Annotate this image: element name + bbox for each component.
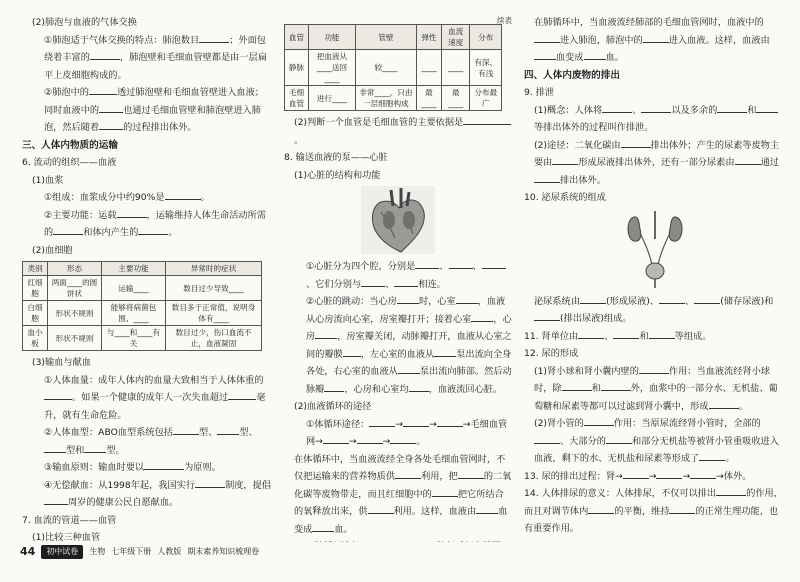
col3b-line [524,293,786,328]
table-header-cell: 管壁 [355,25,416,50]
table-cell: 形状不规则 [48,326,102,351]
table-cell: 非常____，只由一层细胞构成 [355,86,416,111]
table-cell: 较____ [355,50,416,86]
text-run: ，运输维持人体生命活动所需的 [44,209,266,238]
fill-blank[interactable] [623,468,649,479]
text-run [306,541,369,542]
text-run: (2)判断一个血管是毛细血管的主要依据是 [294,117,464,128]
col2b-line [284,293,512,398]
table-cell: 进行____ [308,86,355,111]
table-header-cell: 血流速度 [442,25,470,50]
text-run: (2)肺泡与血液的气体交换 [32,17,137,28]
text-run: 周岁的健康公民自愿献血。 [68,497,179,508]
table-cell: 血小板 [23,326,48,351]
table-header-cell: 功能 [308,25,355,50]
fill-blank[interactable] [580,293,606,304]
text-run: 等排出体外的过程叫作排泄。 [534,122,654,133]
fill-blank[interactable] [699,450,725,461]
text-run: 7. 血流的管道——血管 [22,514,117,526]
table-header-cell: 血管 [285,25,309,50]
text-run: 四、人体内废物的排出 [524,69,620,81]
text-run: 毫升，就有生命危险。 [44,392,266,421]
text-run: 型和 [66,444,85,456]
col1b-line [22,354,272,372]
text-run: →体外。 [716,470,752,482]
table-cell: 运输____ [101,276,165,301]
text-run: 、 [472,261,482,272]
fill-blank[interactable] [323,433,349,444]
fill-blank[interactable] [756,102,778,113]
footer-tag: 初中试卷 [41,545,83,559]
text-run: ①组成：血浆成分中约90%是 [44,192,165,203]
text-run: 通过 [760,157,779,168]
text-run: 。如果一个健康的成年人一次失血超过 [72,392,229,403]
fill-blank[interactable] [165,189,201,200]
text-run: 制度，提倡 [225,479,271,491]
text-run: 排出体外；产生的尿素等废物主要由 [534,139,780,168]
column-middle [284,14,512,542]
text-run: 为原则。 [184,462,221,473]
col1b-line [22,459,272,477]
fill-blank[interactable] [613,328,639,339]
fill-blank[interactable] [562,380,592,391]
text-run: (1)血浆 [32,174,64,186]
text-run: 泵出流向全身各处，右心室的血液从 [306,348,512,377]
fill-blank[interactable] [395,468,421,479]
text-run: 、 [685,295,695,307]
fill-blank[interactable] [735,154,761,165]
col1-line [22,154,272,172]
text-run: 、大部分的 [560,435,606,447]
text-run: 利用。这样，血液由 [393,506,477,517]
fill-blank[interactable] [437,416,463,427]
col2b-line [284,451,512,539]
text-run: (2)途径：二氧化碳由 [534,139,621,151]
text-run: → [348,436,357,447]
table-row [285,86,502,111]
table-cell: 形状不规则 [48,301,102,326]
text-run: 和部分无机盐等被肾小管重吸收进入血液，剩下的水、无机盐和尿素等形成了 [534,435,779,464]
col3-line [524,102,786,137]
col1-line [22,84,272,137]
fill-blank[interactable] [173,424,199,435]
fill-blank[interactable] [482,258,506,269]
col2b-line [284,258,512,293]
text-run: 、 [604,330,614,342]
col3-line [524,14,786,67]
fill-blank[interactable] [471,311,493,322]
col1-line [22,14,272,32]
text-run: 、它们分别与 [306,278,362,290]
text-run: ③输血原则：输血时要以 [44,462,145,473]
fill-blank[interactable] [709,398,739,409]
footer-series: 期末素养知识梳理卷 [187,547,260,556]
text-run: 和体内产生的 [83,227,139,238]
continued-label: 续表 [497,16,512,25]
text-run: 12. 尿的形成 [524,348,579,359]
fill-blank[interactable] [409,381,429,392]
fill-blank[interactable] [415,258,439,269]
text-run: 、 [385,278,395,290]
fill-blank[interactable] [694,293,720,304]
fill-blank[interactable] [716,485,746,496]
fill-blank[interactable] [534,310,560,321]
table-cell: 有深、有浅 [470,50,502,86]
table-header-cell: 主要功能 [101,262,165,276]
table-cell: 与____和____有关 [101,326,165,351]
text-run: → [395,418,404,430]
text-run: ①体循环途径： [306,418,370,430]
fill-blank[interactable] [217,424,239,435]
fill-blank[interactable] [639,363,669,374]
text-run: (2)血细胞 [32,244,73,256]
table-cell: 白细胞 [23,301,48,326]
fill-blank[interactable] [602,102,632,113]
text-run: 时，心室 [418,296,456,307]
table-row [23,301,262,326]
text-run [395,541,403,542]
fill-blank[interactable] [656,468,682,479]
text-run: ①肺泡适于气体交换的特点：肺泡数目 [44,34,200,46]
table-row [285,50,502,86]
fill-blank[interactable] [199,32,229,43]
col3b-line [524,415,786,468]
text-run: 在体循环中，当血液流经全身各处毛细血管网时，不仅把运输来的营养物质供 [294,453,506,482]
text-run: 血变成 [294,506,508,535]
fill-blank[interactable] [432,486,458,497]
table-cell: 毛细血管 [285,86,309,111]
fill-blank[interactable] [228,389,256,400]
text-run: 利用，把 [421,471,458,482]
text-run: 10. 泌尿系统的组成 [524,192,606,203]
col3-line [524,84,786,102]
fill-blank[interactable] [144,459,184,470]
footer-grade: 七年级下册 [111,547,152,556]
fill-blank[interactable] [369,538,395,542]
text-run: 的作用，而且对调节体内 [524,488,783,517]
col1b-line [22,529,272,542]
col2-line [284,149,512,167]
fill-blank[interactable] [552,154,578,165]
text-run: ②心脏的跳动：当心房 [306,296,397,307]
fill-blank[interactable] [89,84,117,95]
text-run: ，心房和心室均 [344,383,409,395]
text-run: 的过程排出体外。 [123,122,197,133]
text-run: ①人体血量：成年人体内的血量大致相当于人体体重的 [44,374,264,386]
col3-line [524,67,786,85]
fill-blank[interactable] [584,415,614,426]
fill-blank[interactable] [44,494,68,505]
fill-blank[interactable] [397,293,419,304]
fill-blank[interactable] [434,346,456,357]
fill-blank[interactable] [90,49,120,60]
text-run: 14. 人体排尿的意义：人体排尿，不仅可以排出 [524,488,717,499]
fill-blank[interactable] [138,224,168,235]
fill-blank[interactable] [584,49,606,60]
text-run: 相连。 [418,278,446,290]
text-run: 、 [632,104,642,116]
text-run: 三、人体内物质的运输 [22,139,118,151]
heart-diagram [361,186,435,254]
col1-line [22,172,272,190]
table-header-cell: 异常时的症状 [166,262,262,276]
text-run: 。 [725,453,735,464]
text-run: (形成尿液)、 [605,295,660,307]
col1b-line [22,512,272,530]
fill-blank[interactable] [606,433,632,444]
text-run: → [429,418,437,430]
text-run [429,541,509,542]
fill-blank[interactable] [315,328,337,339]
col3b-line [524,363,786,416]
text-run: 。 [416,436,426,447]
text-run: ，左心室的血液从 [360,348,435,360]
fill-blank[interactable] [361,276,385,287]
text-run: → [648,470,657,482]
col2b-line [284,416,512,451]
col1b-line [22,477,272,512]
text-run: 型、 [239,427,258,438]
fill-blank[interactable] [456,293,478,304]
table-cell: 分布最广 [470,86,502,111]
col1-line [22,242,272,260]
text-run: 进入肺泡，肺泡中的 [560,34,643,46]
text-run: 血。 [334,523,353,535]
fill-blank[interactable] [343,346,361,357]
fill-blank[interactable] [476,503,498,514]
col2-line [284,167,512,185]
text-run: 血变成 [556,52,584,63]
fill-blank[interactable] [324,381,344,392]
fill-blank[interactable] [84,442,106,453]
text-run: 和 [747,104,757,116]
fill-blank[interactable] [99,119,123,130]
col3-line [524,137,786,190]
fill-blank[interactable] [369,416,395,427]
table-header-cell: 分布 [470,25,502,50]
fill-blank[interactable] [53,224,83,235]
table-cell: 把血液从____送回____ [308,50,355,86]
text-run: 和 [639,330,649,342]
fill-blank[interactable] [44,442,66,453]
col2b-line [284,398,512,416]
table-header-cell: 类别 [23,262,48,276]
text-run: ②人体血型：ABO血型系统包括 [44,427,173,438]
text-run: → [682,470,691,482]
fill-blank[interactable] [690,468,716,479]
page-footer [20,545,259,559]
fill-blank[interactable] [643,32,669,43]
fill-blank[interactable] [601,380,631,391]
text-run: 形成尿液排出体外，还有一部分尿素由 [578,157,735,168]
fill-blank[interactable] [534,172,560,183]
fill-blank[interactable] [99,102,123,113]
fill-blank[interactable] [195,477,225,488]
table-cell: 数目过少，伤口血流不止，血液凝固 [166,326,262,351]
table-cell: ____ [416,50,441,86]
text-run: 9. 排泄 [524,87,555,98]
text-run: (3)输血与献血 [32,357,91,368]
footer-edition: 人教版 [157,547,182,556]
fill-blank[interactable] [621,137,651,148]
fill-blank[interactable] [403,538,429,542]
fill-blank[interactable] [463,114,511,125]
table-cell: 数目多于正常值，说明身体有____ [166,301,262,326]
table-row [23,276,262,301]
text-run: → [382,436,391,447]
text-run: (1)心脏的结构和功能 [294,169,381,181]
text-run: 透过肺泡壁和毛细血管壁进入血液；同时血液中的 [44,87,264,116]
fill-blank[interactable] [588,503,614,514]
text-run: 作用：当血液流经肾小球时，除 [534,365,770,394]
fill-blank[interactable] [312,521,334,532]
text-run: ④无偿献血：从1998年起，我国实行 [44,479,196,491]
table-header-cell: 弹性 [416,25,441,50]
text-run: 的二氧化碳等废物带走，而且红细胞中的 [294,471,512,500]
col3b-line [524,468,786,486]
text-run: (1)概念：人体将 [534,104,603,116]
blood-cells-table [22,261,262,351]
fill-blank[interactable] [44,389,72,400]
text-run: ②主要功能：运载 [44,209,117,221]
text-run: 等组成。 [674,330,712,342]
col3b-line [524,328,786,346]
text-run: 进入血液。这样，血液由 [668,34,770,46]
text-run: ，血液流回心脏。 [428,383,503,395]
fill-blank[interactable] [117,207,147,218]
fill-blank[interactable] [403,416,429,427]
column-left [22,14,272,542]
text-run: 把它所结合的氧释放出来，供 [294,488,504,517]
col1-line [22,207,272,242]
text-run: ，血液从心房流向心室，房室瓣打开；接着心室 [306,296,506,325]
table-cell: 静脉 [285,50,309,86]
text-run: 血。 [605,52,624,63]
text-run: 。 [168,227,178,238]
text-run: (储存尿液)和 [720,295,774,307]
fill-blank[interactable] [578,328,604,339]
text-run: 泵出流向肺部。然后动脉瓣 [306,366,512,395]
col2b-line [284,538,512,542]
text-run: 、 [439,261,449,272]
table-row [23,326,262,351]
col3b-line [524,485,786,538]
text-run: 以及多余的 [671,104,718,116]
text-run: (1)比较三种血管 [32,532,101,542]
text-run: 的正常生理功能，也有重要作用。 [524,505,779,534]
urinary-system-diagram [624,209,686,289]
text-run: 6. 流动的组织——血液 [22,157,117,168]
vessels-table-right [284,24,502,111]
col1b-line [22,372,272,425]
text-run: 和 [591,383,601,394]
text-run: ，房室瓣关闭，动脉瓣打开，血液从心室之间的瓣膜 [306,331,512,360]
fill-blank[interactable] [390,433,416,444]
text-run: 的平衡，维持 [614,505,670,517]
col3b-line [524,345,786,363]
column-right [524,14,786,542]
table-cell: 两面____的圆饼状 [48,276,102,301]
col3-line [524,189,786,207]
table-cell: 红细胞 [23,276,48,301]
text-run: 。 [200,192,210,203]
text-run: 作用：当原尿流经肾小管时，全部的 [613,418,761,429]
text-run: 在肺循环中，当血液流经肺部的毛细血管网时，血液中的 [534,17,764,28]
fill-blank[interactable] [368,503,394,514]
col1-line [22,32,272,85]
table-cell: 最____ [416,86,441,111]
fill-blank[interactable] [534,433,560,444]
fill-blank[interactable] [534,49,556,60]
text-run: (2)肾小管的 [534,418,584,429]
text-run: 泌尿系统由 [534,295,580,307]
col1-line [22,189,272,207]
text-run: ，肺泡壁和毛细血管壁都是由一层扁平上皮细胞构成的。 [44,52,267,81]
fill-blank[interactable] [458,468,484,479]
fill-blank[interactable] [641,102,671,113]
col2-line [284,114,512,149]
footer-subject: 生物 [89,547,106,556]
text-run: ；外面包绕着丰富的 [44,34,266,63]
text-run: 型。 [106,444,125,456]
fill-blank[interactable] [357,433,383,444]
table-header-cell: 形态 [48,262,102,276]
fill-blank[interactable] [534,32,560,43]
table-cell: 能够将病菌包围、____ [101,301,165,326]
text-run: ，心房 [306,313,512,342]
col1-line [22,137,272,155]
text-run: 。 [738,400,748,412]
text-run: ②肺泡中的 [44,87,89,98]
fill-blank[interactable] [717,102,747,113]
table-cell: 最____ [442,86,470,111]
text-run: ①心脏分为四个腔，分别是 [306,261,416,272]
fill-blank[interactable] [669,503,695,514]
fill-blank[interactable] [449,258,473,269]
fill-blank[interactable] [398,363,420,374]
table-cell: ____ [442,50,470,86]
text-run: 13. 尿的排出过程：肾→ [524,470,623,482]
col1b-line [22,424,272,459]
text-run: (排出尿液)组成。 [560,313,632,324]
text-run: 。 [294,134,304,146]
text-run: 型、 [198,427,218,438]
text-run: 11. 肾单位由 [524,330,579,342]
text-run: 排出体外。 [560,174,606,186]
table-cell: 数目过少导致____ [166,276,262,301]
text-run: 外，血浆中的一部分水、无机盐、葡萄糖和尿素等都可以过滤到肾小囊中，形成 [534,383,778,412]
text-run: 8. 输送血液的泵——心脏 [284,152,388,163]
page-number: 44 [20,545,36,558]
text-run: (1)肾小球和肾小囊内壁的 [534,365,639,377]
fill-blank[interactable] [394,276,418,287]
text-run: 也通过毛细血管壁和肺泡壁进入肺泡，然后随着 [44,104,261,133]
text-run: →毛细血管网→ [306,418,508,447]
text-run: (2)血液循环的途径 [294,401,372,412]
fill-blank[interactable] [659,293,685,304]
fill-blank[interactable] [649,328,675,339]
